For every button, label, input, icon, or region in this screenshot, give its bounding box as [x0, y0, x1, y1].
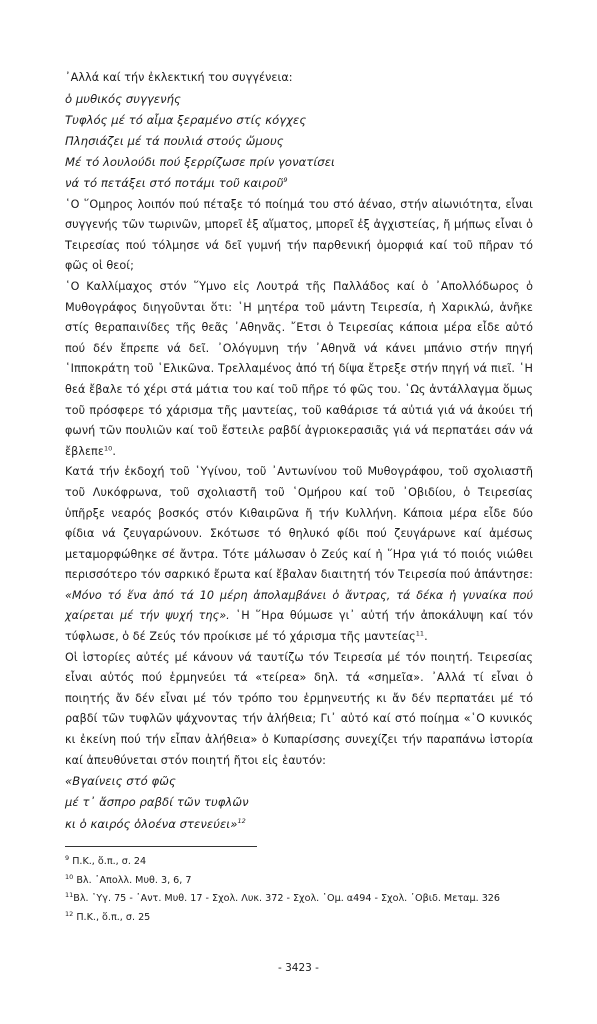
verse-line: Τυφλός μέ τό αἷμα ξεραμένο στίς κόγχες [65, 112, 307, 127]
footnote-ref: 10 [103, 444, 113, 452]
footnote-ref: 12 [237, 816, 246, 825]
verse-line: μέ τ᾿ ἄσπρο ραβδί τῶν τυφλῶν [65, 795, 249, 810]
footnote [65, 853, 533, 872]
page-number: - 3423 - [278, 962, 319, 974]
footnote-number: 12 [65, 909, 74, 918]
footnote-number: 9 [65, 853, 70, 862]
verse-line [65, 814, 533, 835]
footnote-text: Π.Κ., ὅ.π., σ. 25 [76, 911, 151, 923]
tiresias-quote: «Μόνο τό ἕνα ἀπό τά 10 μέρη ἀπολαμβάνει ὁ ἄντρας, τά δέκα ἡ γυναίκα πού χαίρεται μέ τήν ψυχή της». [65, 588, 533, 623]
verse-line: Μέ τό λουλούδι πού ξερρίζωσε πρίν γονατίσει [65, 155, 335, 170]
paragraph-poet: Οἱ ἱστορίες αὐτές μέ κάνουν νά ταυτίζω τόν Τειρεσία μέ τόν ποιητή. Τειρεσίας εἶναι αὐτός πού ἑρμηνεύει τά «τείρεα» δηλ. τά «σημεῖα». ᾿Αλλά τί εἶναι ὁ ποιητής ἄν δέν εἶναι μέ τόν τρόπο του ἑρμηνευτής κι ἄν δέν περπατάει μέ τό ραβδί τῶν τυφλῶν ψάχνοντας τήν ἀλήθεια; Γι᾿ αὐτό καί στό ποίημα «῾Ο κυνικός κι ἐκείνη πού τήν εἶπαν ἀλήθεια» ὁ Κυπαρίσσης συνεχίζει τήν παραπάνω ἱστορία καί ἀπευθύνεται στόν ποιητή ἤτοι εἰς ἑαυτόν: [65, 650, 533, 767]
footnote-number: 10 [65, 872, 74, 881]
paragraph-text: ῾Η ῞Ηρα θύμωσε γι᾿ αὐτή τήν ἀποκάλυψη καί τόν τύφλωσε, ὁ δέ Ζεύς τόν προίκισε μέ τό χάρισμα τῆς μαντείας [65, 609, 533, 644]
footnote [65, 890, 533, 909]
paragraph-text: ῾Ο Καλλίμαχος στόν ῞Υμνο εἰς Λουτρά τῆς Παλλάδος καί ὁ ᾿Απολλόδωρος ὁ Μυθογράφος διηγοῦνται ὅτι: ῾Η μητέρα τοῦ μάντη Τειρεσία, ἡ Χαρικλώ, ἀνῆκε στίς θεραπαινίδες τῆς θεᾶς ᾿Αθηνᾶς. ῎Ετσι ὁ Τειρεσίας κάποια μέρα εἶδε αὐτό πού δέν ἔπρεπε νά δεῖ. ᾿Ολόγυμνη τήν ᾿Αθηνᾶ νά κάνει μπάνιο στήν πηγή ῾Ιπποκράτη τοῦ ῾Ελικῶνα. Τρελλαμένος ἀπό τή δίψα ἔτρεξε στήν πηγή νά πιεῖ. ῾Η θεά ἔβαλε τό χέρι στά μάτια του καί τοῦ πῆρε τό φῶς του. ῾Ως ἀντάλλαγμα ὅμως τοῦ πρόσφερε τό χάρισμα τῆς μαντείας, τοῦ καθάρισε τά αὐτιά γιά νά ἀκούει τή φωνή τῶν πουλιῶν καί τοῦ ἔστειλε ραβδί ἀγριοκερασιᾶς γιά νά περπατάει σάν νά ἔβλεπε [65, 279, 533, 458]
verse-line: Πλησιάζει μέ τά πουλιά στούς ὤμους [65, 134, 284, 148]
verse-line [65, 173, 533, 194]
footnote-ref: 11 [415, 629, 425, 638]
footnotes [65, 853, 533, 927]
verse-line: «Βγαίνεις στό φῶς [65, 774, 176, 789]
paragraph-hyginus: Κατά τήν ἐκδοχή τοῦ ῾Υγίνου, τοῦ ᾿Αντωνίνου τοῦ Μυθογράφου, τοῦ σχολιαστῆ τοῦ Λυκόφρωνα, τοῦ σχολιαστῆ τοῦ ῾Ομήρου καί τοῦ ᾿Οβιδίου, ὁ Τειρεσίας ὑπῆρξε νεαρός βοσκός στόν Κιθαιρῶνα ἤ τήν Κυλλήνη. Κάποια μέρα εἶδε δύο φίδια νά ζευγαρώνουν. Σκότωσε τό θηλυκό φίδι πού ζευγάρωνε καί ἀμέσως μεταμορφώθηκε σέ ἄντρα. Τότε μάλωσαν ὁ Ζεύς καί ἡ ῞Ηρα γιά τό ποιός νιώθει περισσότερο τόν σαρκικό ἔρωτα καί ἔβαλαν διαιτητή τόν Τειρεσία πού ἀπάντησε: «Μόνο τό ἕνα ἀπό τά 10 μέρη ἀπολαμβάνει ὁ ἄντρας, τά δέκα ἡ γυναίκα πού χαίρεται μέ τήν ψυχή της». ῾Η ῞Ηρα θύμωσε γι᾿ αὐτή τήν ἀποκάλυψη καί τόν τύφλωσε, ὁ δέ Ζεύς τόν προίκισε μέ τό χάρισμα τῆς μαντείας$^{11}$. [65, 465, 533, 644]
footnote-text: Βλ. ῾Υγ. 75 - ᾿Αντ. Μυθ. 17 - Σχολ. Λυκ. 372 - Σχολ. ῾Ομ. α494 - Σχολ. ᾿Οβιδ. Μεταμ. 326 [73, 893, 501, 905]
paragraph-text: Κατά τήν ἐκδοχή τοῦ ῾Υγίνου, τοῦ ᾿Αντωνίνου τοῦ Μυθογράφου, τοῦ σχολιαστῆ τοῦ Λυκόφρωνα, τοῦ σχολιαστῆ τοῦ ῾Ομήρου καί τοῦ ᾿Οβιδίου, ὁ Τειρεσίας ὑπῆρξε νεαρός βοσκός στόν Κιθαιρῶνα ἤ τήν Κυλλήνη. Κάποια μέρα εἶδε δύο φίδια νά ζευγαρώνουν. Σκότωσε τό θηλυκό φίδι πού ζευγάρωνε καί ἀμέσως μεταμορφώθηκε σέ ἄντρα. Τότε μάλωσαν ὁ Ζεύς καί ἡ ῞Ηρα γιά τό ποιός νιώθει περισσότερο τόν σαρκικό ἔρωτα καί ἔβαλαν διαιτητή τόν Τειρεσία πού ἀπάντησε: [65, 465, 533, 582]
verse-line: ὁ μυθικός συγγενής [65, 91, 181, 106]
main-text [65, 68, 533, 835]
footnote-text: Π.Κ., ὅ.π., σ. 24 [72, 856, 147, 867]
verse-line-text: νά τό πετάξει στό ποτάμι τοῦ καιροῦ [65, 176, 284, 191]
footnote [65, 909, 533, 928]
footnote [65, 872, 533, 891]
verse-intro: ᾿Αλλά καί τήν ἐκλεκτική του συγγένεια: [65, 71, 293, 84]
verse-line-text: κι ὁ καιρός ὁλοένα στενεύει» [65, 816, 238, 831]
footnote-number: 11 [65, 891, 74, 899]
footnote-ref: 9 [283, 176, 288, 185]
footnote-text: Βλ. ᾿Απολλ. Μυθ. 3, 6, 7 [76, 874, 192, 886]
paragraph-callimachus: ῾Ο Καλλίμαχος στόν ῞Υμνο εἰς Λουτρά τῆς Παλλάδος καί ὁ ᾿Απολλόδωρος ὁ Μυθογράφος διηγοῦνται ὅτι: ῾Η μητέρα τοῦ μάντη Τειρεσία, ἡ Χαρικλώ, ἀνῆκε στίς θεραπαινίδες τῆς θεᾶς ᾿Αθηνᾶς. ῎Ετσι ὁ Τειρεσίας κάποια μέρα εἶδε αὐτό πού δέν ἔπρεπε νά δεῖ. ᾿Ολόγυμνη τήν ᾿Αθηνᾶ νά κάνει μπάνιο στήν πηγή ῾Ιπποκράτη τοῦ ῾Ελικῶνα. Τρελλαμένος ἀπό τή δίψα ἔτρεξε στήν πηγή νά πιεῖ. ῾Η θεά ἔβαλε τό χέρι στά μάτια του καί τοῦ πῆρε τό φῶς του. ῾Ως ἀντάλλαγμα ὅμως τοῦ πρόσφερε τό χάρισμα τῆς μαντείας, τοῦ καθάρισε τά αὐτιά γιά νά ἀκούει τή φωνή τῶν πουλιῶν καί τοῦ ἔστειλε ραβδί ἀγριοκερασιᾶς γιά νά περπατάει σάν νά ἔβλεπε$^{10}$. [65, 279, 533, 458]
paragraph-homer: ῾Ο ῞Ομηρος λοιπόν πού πέταξε τό ποίημά του στό ἀέναο, στήν αἰωνιότητα, εἶναι συγγενής τῶν τωρινῶν, μπορεῖ ἐξ αἵματος, μπορεῖ ἐξ ἀγχιστείας, ἤ μήπως εἶναι ὁ Τειρεσίας πού τόλμησε νά δεῖ γυμνή τήν παρθενική ὀμορφιά καί τοῦ πῆραν τό φῶς οἱ θεοί; [65, 197, 533, 273]
footnote-separator [65, 846, 257, 847]
